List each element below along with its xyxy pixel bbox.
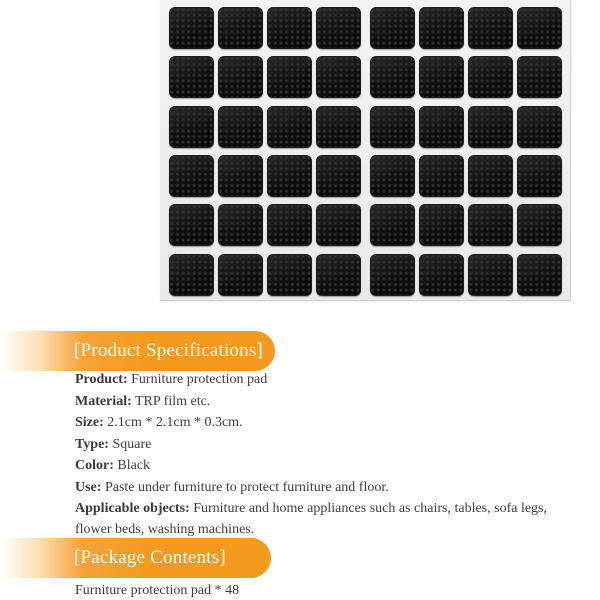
spec-value: Square xyxy=(108,437,152,452)
spec-label: Use: xyxy=(75,480,102,495)
furniture-pad xyxy=(419,254,464,296)
furniture-pad xyxy=(218,106,263,148)
furniture-pad xyxy=(169,7,214,49)
furniture-pad xyxy=(419,106,464,148)
furniture-pad xyxy=(370,56,415,98)
furniture-pad xyxy=(169,204,214,246)
spec-label: Applicable objects: xyxy=(75,501,190,516)
furniture-pad xyxy=(370,155,415,197)
furniture-pad xyxy=(267,7,312,49)
spec-line-color xyxy=(75,457,150,475)
furniture-pad xyxy=(517,106,562,148)
spec-label: Color: xyxy=(75,458,114,473)
furniture-pad xyxy=(517,254,562,296)
furniture-pad xyxy=(267,204,312,246)
furniture-pad xyxy=(419,204,464,246)
furniture-pad xyxy=(370,254,415,296)
furniture-pad xyxy=(517,7,562,49)
furniture-pad xyxy=(169,155,214,197)
furniture-pad xyxy=(169,56,214,98)
spec-value: 2.1cm * 2.1cm * 0.3cm. xyxy=(103,415,243,430)
package-contents-text: Furniture protection pad * 48 xyxy=(75,583,240,598)
furniture-pad xyxy=(468,7,513,49)
furniture-pad xyxy=(316,7,361,49)
furniture-pad xyxy=(169,106,214,148)
spec-line-material xyxy=(75,393,210,411)
furniture-pad xyxy=(267,56,312,98)
spec-value: Black xyxy=(113,458,151,473)
product-photo-pad-sheet xyxy=(160,0,571,301)
spec-line-product xyxy=(75,371,267,389)
furniture-pad xyxy=(316,106,361,148)
furniture-pad xyxy=(419,155,464,197)
spec-line-size xyxy=(75,414,243,432)
furniture-pad xyxy=(468,56,513,98)
furniture-pad xyxy=(370,204,415,246)
furniture-pad xyxy=(468,204,513,246)
furniture-pad xyxy=(468,155,513,197)
package-section-banner xyxy=(0,538,271,578)
furniture-pad xyxy=(419,56,464,98)
furniture-pad xyxy=(218,7,263,49)
spec-line-applicable-objects xyxy=(75,498,580,540)
spec-value: TRP film etc. xyxy=(131,394,211,409)
spec-label: Size: xyxy=(75,415,104,430)
furniture-pad xyxy=(517,155,562,197)
furniture-pad xyxy=(517,56,562,98)
furniture-pad xyxy=(267,254,312,296)
furniture-pad xyxy=(316,155,361,197)
furniture-pad xyxy=(267,106,312,148)
spec-value: Furniture protection pad xyxy=(127,372,268,387)
furniture-pad xyxy=(468,106,513,148)
spec-value: Furniture and home appliances such as chairs, tables, sofa legs, flower beds, washing machines. xyxy=(75,501,548,537)
furniture-pad xyxy=(218,254,263,296)
package-section-heading: [Package Contents] xyxy=(74,547,226,568)
spec-section-heading: [Product Specifications] xyxy=(74,340,263,361)
furniture-pad xyxy=(267,155,312,197)
furniture-pad xyxy=(370,106,415,148)
spec-line-use xyxy=(75,479,389,497)
furniture-pad xyxy=(370,7,415,49)
furniture-pad xyxy=(218,155,263,197)
furniture-pad xyxy=(316,254,361,296)
furniture-pad xyxy=(316,56,361,98)
furniture-pad xyxy=(468,254,513,296)
spec-line-type xyxy=(75,436,151,454)
furniture-pad xyxy=(517,204,562,246)
spec-section-banner xyxy=(0,331,275,371)
spec-label: Material: xyxy=(75,394,132,409)
furniture-pad xyxy=(169,254,214,296)
furniture-pad xyxy=(316,204,361,246)
spec-label: Type: xyxy=(75,437,109,452)
spec-value: Paste under furniture to protect furniture and floor. xyxy=(101,480,389,495)
spec-label: Product: xyxy=(75,372,128,387)
furniture-pad xyxy=(419,7,464,49)
furniture-pad xyxy=(218,56,263,98)
furniture-pad xyxy=(218,204,263,246)
